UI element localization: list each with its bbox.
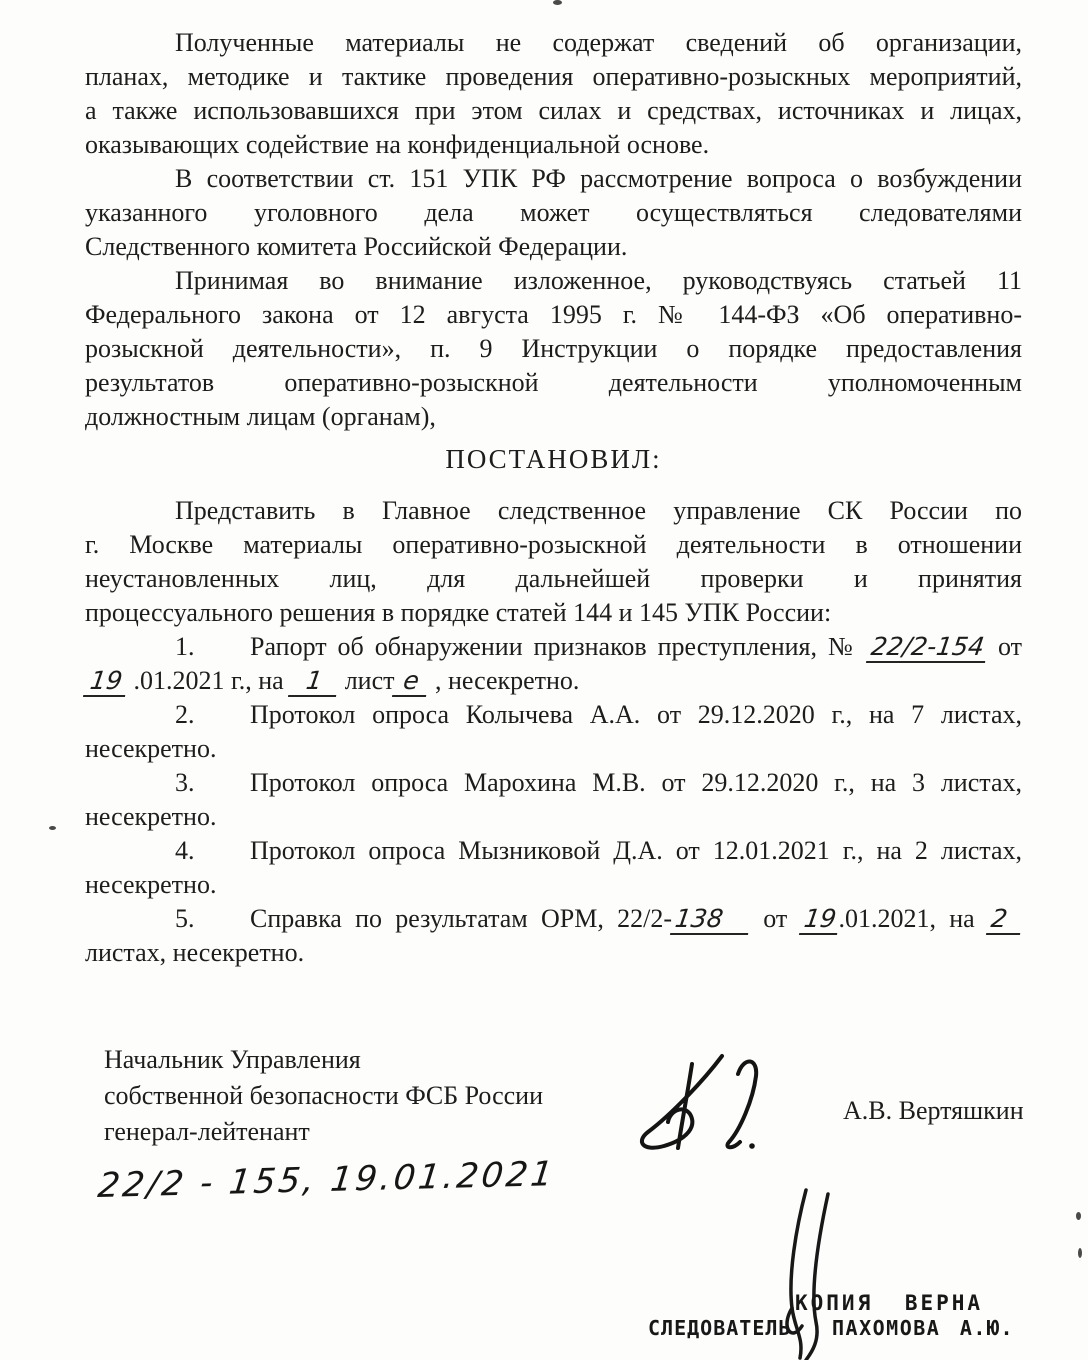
resolution-heading: ПОСТАНОВИЛ: (445, 444, 662, 474)
list-number: 1. (175, 632, 195, 661)
text-line (85, 698, 1022, 732)
paragraph (85, 162, 1022, 264)
typed-text: результатов оперативно-розыскной деятельности уполномоченным (85, 368, 1022, 397)
handwritten-entry: 19 (83, 668, 129, 697)
text-line (85, 196, 1022, 230)
typed-text: процессуального решения в порядке статей 144 и 145 УПК России: (85, 598, 832, 627)
typed-text: Следственного комитета Российской Федерации. (85, 232, 628, 261)
typed-text: Справка по результатам ОРМ, 22/2- (250, 904, 672, 933)
paragraph (85, 834, 1022, 902)
text-line (85, 936, 1022, 970)
text-line (85, 366, 1022, 400)
handwritten-entry: 19 (798, 906, 840, 935)
typed-text: Протокол опроса Мызниковой Д.А. от 12.01.2021 г., на 2 листах, (250, 836, 1022, 865)
typed-text: лист (338, 666, 395, 695)
typed-text: несекретно. (85, 870, 217, 899)
text-line (85, 230, 1022, 264)
typed-text: от (750, 904, 801, 933)
paragraph (85, 902, 1022, 970)
typed-text: от (987, 632, 1022, 661)
handwritten-entry: е (392, 668, 430, 697)
stamp-investigator-label: СЛЕДОВАТЕЛЬ (648, 1316, 792, 1340)
text-line (85, 94, 1022, 128)
text-line (85, 162, 1022, 196)
handwritten-entry: 2 (986, 906, 1024, 935)
typed-text: Федерального закона от 12 августа 1995 г. № 144-ФЗ «Об оперативно- (85, 300, 1022, 329)
paragraph (85, 698, 1022, 766)
typed-text: Представить в Главное следственное управление СК России по (175, 496, 1022, 525)
list-number: 4. (175, 836, 195, 865)
typed-text: листах, несекретно. (85, 938, 305, 967)
scan-speck (1078, 1248, 1082, 1258)
typed-text: г. Москве материалы оперативно-розыскной деятельности в отношении (85, 530, 1022, 559)
text-line (85, 494, 1022, 528)
document-body (85, 26, 1022, 970)
signatory-name: А.В. Вертяшкин (843, 1096, 1024, 1125)
text-line (85, 128, 1022, 162)
paragraph (85, 494, 1022, 630)
text-line (85, 664, 1022, 698)
typed-text: несекретно. (85, 802, 217, 831)
text-line (85, 264, 1022, 298)
typed-text: планах, методике и тактике проведения оперативно-розыскных мероприятий, (85, 62, 1022, 91)
list-number: 2. (175, 700, 195, 729)
list-number: 3. (175, 768, 195, 797)
signatory-block (104, 1042, 543, 1150)
copy-certification-stamp-line: КОПИЯ ВЕРНА (795, 1291, 984, 1315)
handwritten-entry: 22/2-154 (866, 634, 989, 663)
signatory-rank-line: генерал-лейтенант (104, 1117, 310, 1146)
typed-text: а также использовавшихся при этом силах и средствах, источниках и лицах, (85, 96, 1022, 125)
stamp-investigator-name: ПАХОМОВА А.Ю. (832, 1316, 1015, 1340)
typed-text: неустановленных лиц, для дальнейшей проверки и принятия (85, 564, 1022, 593)
paragraph (85, 264, 1022, 434)
text-line (85, 562, 1022, 596)
paragraph (85, 26, 1022, 162)
typed-text: розыскной деятельности», п. 9 Инструкции о порядке предоставления (85, 334, 1022, 363)
handwritten-registration-note: 22/2 - 155, 19.01.2021 (95, 1153, 558, 1207)
handwritten-entry: 138 (670, 906, 752, 935)
text-line (85, 902, 1022, 936)
typed-text: Протокол опроса Колычева А.А. от 29.12.2020 г., на 7 листах, (250, 700, 1022, 729)
scan-speck (1076, 1212, 1081, 1220)
typed-text: Полученные материалы не содержат сведений об организации, (175, 28, 1022, 57)
scan-speck (553, 0, 562, 5)
list-number: 5. (175, 904, 195, 933)
text-line (85, 528, 1022, 562)
typed-text: указанного уголовного дела может осуществляться следователями (85, 198, 1022, 227)
text-line (85, 868, 1022, 902)
typed-text: Рапорт об обнаружении признаков преступления, № (250, 632, 869, 661)
text-line (85, 834, 1022, 868)
typed-text: .01.2021, на (838, 904, 988, 933)
paragraph (85, 766, 1022, 834)
typed-text: Принимая во внимание изложенное, руководствуясь статьей 11 (175, 266, 1022, 295)
scan-speck (49, 826, 56, 830)
text-line (85, 26, 1022, 60)
text-line (85, 332, 1022, 366)
typed-text: несекретно. (85, 734, 217, 763)
text-line (85, 60, 1022, 94)
text-line (85, 596, 1022, 630)
paragraph (85, 630, 1022, 698)
text-line (85, 766, 1022, 800)
vertyashkin-signature-scribble (634, 1050, 774, 1155)
typed-text: оказывающих содействие на конфиденциальной основе. (85, 130, 710, 159)
typed-text: .01.2021 г., на (127, 666, 291, 695)
text-line (85, 400, 1022, 434)
text-line (85, 630, 1022, 664)
typed-text: , несекретно. (428, 666, 580, 695)
typed-text: В соответствии ст. 151 УПК РФ рассмотрение вопроса о возбуждении (175, 164, 1022, 193)
signatory-title-line: собственной безопасности ФСБ России (104, 1081, 543, 1110)
typed-text: Протокол опроса Марохина М.В. от 29.12.2020 г., на 3 листах, (250, 768, 1022, 797)
typed-text: должностным лицам (органам), (85, 402, 436, 431)
signatory-title-line: Начальник Управления (104, 1045, 361, 1074)
handwritten-entry: 1 (288, 668, 340, 697)
text-line (85, 298, 1022, 332)
text-line (85, 800, 1022, 834)
text-line (85, 732, 1022, 766)
